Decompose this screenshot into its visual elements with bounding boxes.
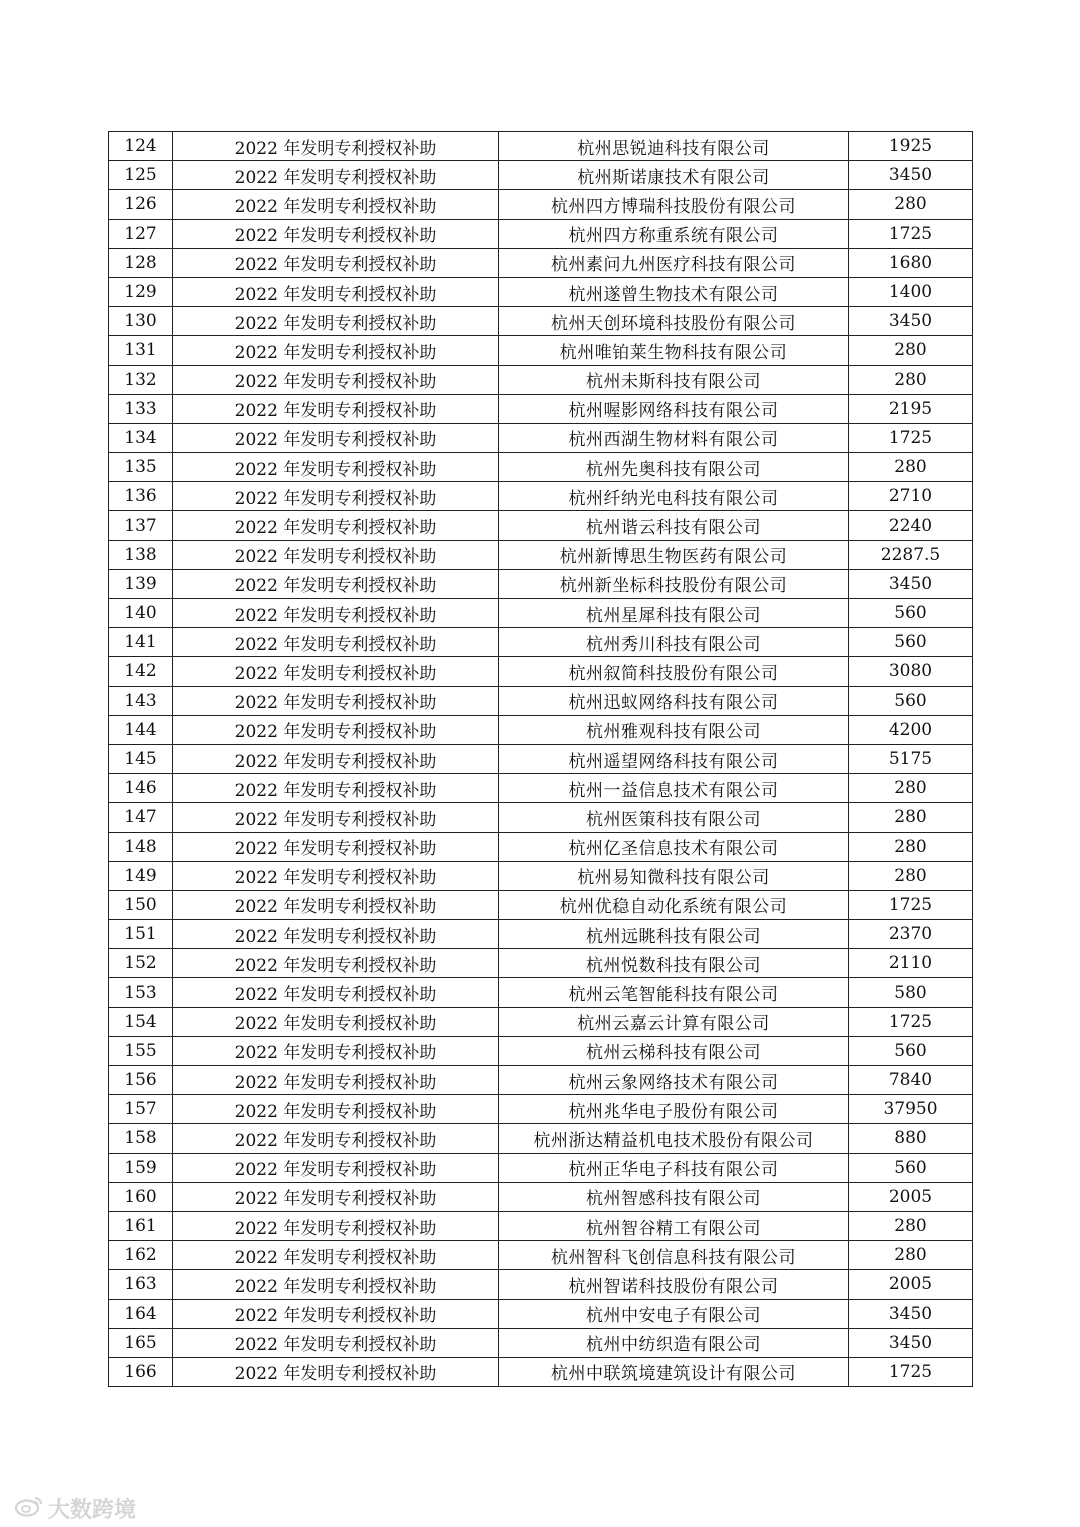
row-number: 127 bbox=[109, 219, 173, 248]
row-number: 160 bbox=[109, 1182, 173, 1211]
subsidy-item: 2022 年发明专利授权补助 bbox=[173, 336, 499, 365]
subsidy-amount: 560 bbox=[849, 1036, 973, 1065]
subsidy-item: 2022 年发明专利授权补助 bbox=[173, 744, 499, 773]
subsidy-amount: 1925 bbox=[849, 132, 973, 161]
subsidy-item: 2022 年发明专利授权补助 bbox=[173, 248, 499, 277]
subsidy-amount: 2110 bbox=[849, 949, 973, 978]
table-row bbox=[109, 1299, 973, 1328]
row-number: 141 bbox=[109, 628, 173, 657]
company-name: 杭州斯诺康技术有限公司 bbox=[499, 161, 849, 190]
table-row bbox=[109, 832, 973, 861]
subsidy-amount: 2005 bbox=[849, 1270, 973, 1299]
subsidy-table bbox=[108, 131, 973, 1387]
table-row bbox=[109, 920, 973, 949]
subsidy-amount: 3450 bbox=[849, 1299, 973, 1328]
subsidy-item: 2022 年发明专利授权补助 bbox=[173, 832, 499, 861]
company-name: 杭州未斯科技有限公司 bbox=[499, 365, 849, 394]
company-name: 杭州云笔智能科技有限公司 bbox=[499, 978, 849, 1007]
company-name: 杭州智感科技有限公司 bbox=[499, 1182, 849, 1211]
subsidy-amount: 280 bbox=[849, 1241, 973, 1270]
row-number: 137 bbox=[109, 511, 173, 540]
table-row bbox=[109, 277, 973, 306]
subsidy-amount: 7840 bbox=[849, 1066, 973, 1095]
subsidy-amount: 880 bbox=[849, 1124, 973, 1153]
row-number: 143 bbox=[109, 686, 173, 715]
subsidy-item: 2022 年发明专利授权补助 bbox=[173, 1182, 499, 1211]
table-row bbox=[109, 1357, 973, 1386]
table-row bbox=[109, 1007, 973, 1036]
table-row bbox=[109, 394, 973, 423]
table-row bbox=[109, 161, 973, 190]
table-row bbox=[109, 1036, 973, 1065]
company-name: 杭州云象网络技术有限公司 bbox=[499, 1066, 849, 1095]
subsidy-amount: 580 bbox=[849, 978, 973, 1007]
subsidy-amount: 280 bbox=[849, 190, 973, 219]
subsidy-item: 2022 年发明专利授权补助 bbox=[173, 890, 499, 919]
subsidy-amount: 560 bbox=[849, 599, 973, 628]
subsidy-item: 2022 年发明专利授权补助 bbox=[173, 1066, 499, 1095]
row-number: 150 bbox=[109, 890, 173, 919]
company-name: 杭州智诺科技股份有限公司 bbox=[499, 1270, 849, 1299]
subsidy-item: 2022 年发明专利授权补助 bbox=[173, 599, 499, 628]
subsidy-amount: 1725 bbox=[849, 1007, 973, 1036]
subsidy-item: 2022 年发明专利授权补助 bbox=[173, 1328, 499, 1357]
table-row bbox=[109, 453, 973, 482]
company-name: 杭州云梯科技有限公司 bbox=[499, 1036, 849, 1065]
row-number: 157 bbox=[109, 1095, 173, 1124]
subsidy-item: 2022 年发明专利授权补助 bbox=[173, 715, 499, 744]
company-name: 杭州正华电子科技有限公司 bbox=[499, 1153, 849, 1182]
subsidy-amount: 280 bbox=[849, 774, 973, 803]
subsidy-amount: 3450 bbox=[849, 307, 973, 336]
subsidy-amount: 1400 bbox=[849, 277, 973, 306]
table-row bbox=[109, 744, 973, 773]
company-name: 杭州新坐标科技股份有限公司 bbox=[499, 569, 849, 598]
table-row bbox=[109, 657, 973, 686]
company-name: 杭州谐云科技有限公司 bbox=[499, 511, 849, 540]
subsidy-amount: 280 bbox=[849, 832, 973, 861]
company-name: 杭州叙简科技股份有限公司 bbox=[499, 657, 849, 686]
company-name: 杭州兆华电子股份有限公司 bbox=[499, 1095, 849, 1124]
subsidy-amount: 280 bbox=[849, 336, 973, 365]
company-name: 杭州雅观科技有限公司 bbox=[499, 715, 849, 744]
company-name: 杭州纤纳光电科技有限公司 bbox=[499, 482, 849, 511]
subsidy-amount: 280 bbox=[849, 803, 973, 832]
table-row bbox=[109, 1211, 973, 1240]
subsidy-amount: 1725 bbox=[849, 423, 973, 452]
subsidy-amount: 4200 bbox=[849, 715, 973, 744]
subsidy-item: 2022 年发明专利授权补助 bbox=[173, 1270, 499, 1299]
subsidy-item: 2022 年发明专利授权补助 bbox=[173, 1299, 499, 1328]
subsidy-amount: 37950 bbox=[849, 1095, 973, 1124]
company-name: 杭州中安电子有限公司 bbox=[499, 1299, 849, 1328]
table-row bbox=[109, 1270, 973, 1299]
table-row bbox=[109, 190, 973, 219]
row-number: 142 bbox=[109, 657, 173, 686]
company-name: 杭州智谷精工有限公司 bbox=[499, 1211, 849, 1240]
row-number: 159 bbox=[109, 1153, 173, 1182]
row-number: 164 bbox=[109, 1299, 173, 1328]
subsidy-amount: 2195 bbox=[849, 394, 973, 423]
watermark-text: 大数跨境 bbox=[48, 1498, 137, 1523]
row-number: 151 bbox=[109, 920, 173, 949]
company-name: 杭州智科飞创信息科技有限公司 bbox=[499, 1241, 849, 1270]
subsidy-item: 2022 年发明专利授权补助 bbox=[173, 1241, 499, 1270]
company-name: 杭州西湖生物材料有限公司 bbox=[499, 423, 849, 452]
table-row bbox=[109, 1182, 973, 1211]
company-name: 杭州遂曾生物技术有限公司 bbox=[499, 277, 849, 306]
row-number: 132 bbox=[109, 365, 173, 394]
subsidy-table-body bbox=[109, 132, 973, 1387]
company-name: 杭州喔影网络科技有限公司 bbox=[499, 394, 849, 423]
row-number: 166 bbox=[109, 1357, 173, 1386]
company-name: 杭州四方称重系统有限公司 bbox=[499, 219, 849, 248]
row-number: 149 bbox=[109, 861, 173, 890]
table-row bbox=[109, 336, 973, 365]
row-number: 147 bbox=[109, 803, 173, 832]
subsidy-item: 2022 年发明专利授权补助 bbox=[173, 949, 499, 978]
row-number: 128 bbox=[109, 248, 173, 277]
company-name: 杭州新博思生物医药有限公司 bbox=[499, 540, 849, 569]
row-number: 161 bbox=[109, 1211, 173, 1240]
weibo-logo-icon bbox=[14, 1495, 44, 1523]
table-row bbox=[109, 628, 973, 657]
subsidy-item: 2022 年发明专利授权补助 bbox=[173, 190, 499, 219]
company-name: 杭州医策科技有限公司 bbox=[499, 803, 849, 832]
row-number: 156 bbox=[109, 1066, 173, 1095]
table-row bbox=[109, 1066, 973, 1095]
subsidy-amount: 1725 bbox=[849, 1357, 973, 1386]
company-name: 杭州一益信息技术有限公司 bbox=[499, 774, 849, 803]
subsidy-amount: 3450 bbox=[849, 1328, 973, 1357]
row-number: 124 bbox=[109, 132, 173, 161]
subsidy-item: 2022 年发明专利授权补助 bbox=[173, 540, 499, 569]
subsidy-item: 2022 年发明专利授权补助 bbox=[173, 219, 499, 248]
subsidy-amount: 3080 bbox=[849, 657, 973, 686]
company-name: 杭州星犀科技有限公司 bbox=[499, 599, 849, 628]
watermark bbox=[14, 1493, 136, 1524]
subsidy-item: 2022 年发明专利授权补助 bbox=[173, 686, 499, 715]
subsidy-item: 2022 年发明专利授权补助 bbox=[173, 861, 499, 890]
row-number: 139 bbox=[109, 569, 173, 598]
table-row bbox=[109, 1241, 973, 1270]
company-name: 杭州易知微科技有限公司 bbox=[499, 861, 849, 890]
subsidy-item: 2022 年发明专利授权补助 bbox=[173, 1095, 499, 1124]
row-number: 145 bbox=[109, 744, 173, 773]
table-row bbox=[109, 540, 973, 569]
company-name: 杭州中纺织造有限公司 bbox=[499, 1328, 849, 1357]
table-row bbox=[109, 365, 973, 394]
table-row bbox=[109, 599, 973, 628]
table-row bbox=[109, 1153, 973, 1182]
subsidy-item: 2022 年发明专利授权补助 bbox=[173, 1036, 499, 1065]
company-name: 杭州天创环境科技股份有限公司 bbox=[499, 307, 849, 336]
company-name: 杭州悦数科技有限公司 bbox=[499, 949, 849, 978]
company-name: 杭州先奥科技有限公司 bbox=[499, 453, 849, 482]
subsidy-amount: 1680 bbox=[849, 248, 973, 277]
subsidy-amount: 560 bbox=[849, 686, 973, 715]
subsidy-amount: 2005 bbox=[849, 1182, 973, 1211]
subsidy-item: 2022 年发明专利授权补助 bbox=[173, 1124, 499, 1153]
table-row bbox=[109, 686, 973, 715]
company-name: 杭州唯铂莱生物科技有限公司 bbox=[499, 336, 849, 365]
company-name: 杭州亿圣信息技术有限公司 bbox=[499, 832, 849, 861]
subsidy-item: 2022 年发明专利授权补助 bbox=[173, 1153, 499, 1182]
subsidy-amount: 2370 bbox=[849, 920, 973, 949]
table-row bbox=[109, 803, 973, 832]
company-name: 杭州四方博瑞科技股份有限公司 bbox=[499, 190, 849, 219]
subsidy-amount: 280 bbox=[849, 861, 973, 890]
subsidy-item: 2022 年发明专利授权补助 bbox=[173, 394, 499, 423]
table-row bbox=[109, 1124, 973, 1153]
table-row bbox=[109, 482, 973, 511]
table-row bbox=[109, 890, 973, 919]
table-row bbox=[109, 132, 973, 161]
row-number: 153 bbox=[109, 978, 173, 1007]
subsidy-item: 2022 年发明专利授权补助 bbox=[173, 482, 499, 511]
subsidy-amount: 280 bbox=[849, 1211, 973, 1240]
company-name: 杭州思锐迪科技有限公司 bbox=[499, 132, 849, 161]
subsidy-amount: 560 bbox=[849, 1153, 973, 1182]
row-number: 144 bbox=[109, 715, 173, 744]
subsidy-item: 2022 年发明专利授权补助 bbox=[173, 423, 499, 452]
row-number: 162 bbox=[109, 1241, 173, 1270]
row-number: 154 bbox=[109, 1007, 173, 1036]
subsidy-amount: 280 bbox=[849, 365, 973, 394]
row-number: 163 bbox=[109, 1270, 173, 1299]
subsidy-item: 2022 年发明专利授权补助 bbox=[173, 511, 499, 540]
subsidy-amount: 3450 bbox=[849, 569, 973, 598]
subsidy-item: 2022 年发明专利授权补助 bbox=[173, 1211, 499, 1240]
company-name: 杭州迅蚁网络科技有限公司 bbox=[499, 686, 849, 715]
subsidy-amount: 1725 bbox=[849, 219, 973, 248]
row-number: 148 bbox=[109, 832, 173, 861]
row-number: 133 bbox=[109, 394, 173, 423]
table-row bbox=[109, 978, 973, 1007]
row-number: 130 bbox=[109, 307, 173, 336]
subsidy-amount: 2240 bbox=[849, 511, 973, 540]
company-name: 杭州中联筑境建筑设计有限公司 bbox=[499, 1357, 849, 1386]
row-number: 158 bbox=[109, 1124, 173, 1153]
subsidy-item: 2022 年发明专利授权补助 bbox=[173, 803, 499, 832]
company-name: 杭州云嘉云计算有限公司 bbox=[499, 1007, 849, 1036]
table-row bbox=[109, 1095, 973, 1124]
table-row bbox=[109, 307, 973, 336]
company-name: 杭州素问九州医疗科技有限公司 bbox=[499, 248, 849, 277]
table-row bbox=[109, 949, 973, 978]
row-number: 136 bbox=[109, 482, 173, 511]
subsidy-item: 2022 年发明专利授权补助 bbox=[173, 132, 499, 161]
subsidy-item: 2022 年发明专利授权补助 bbox=[173, 277, 499, 306]
subsidy-amount: 560 bbox=[849, 628, 973, 657]
row-number: 165 bbox=[109, 1328, 173, 1357]
row-number: 134 bbox=[109, 423, 173, 452]
row-number: 126 bbox=[109, 190, 173, 219]
row-number: 146 bbox=[109, 774, 173, 803]
row-number: 131 bbox=[109, 336, 173, 365]
company-name: 杭州浙达精益机电技术股份有限公司 bbox=[499, 1124, 849, 1153]
row-number: 138 bbox=[109, 540, 173, 569]
subsidy-item: 2022 年发明专利授权补助 bbox=[173, 307, 499, 336]
table-row bbox=[109, 715, 973, 744]
subsidy-item: 2022 年发明专利授权补助 bbox=[173, 920, 499, 949]
subsidy-item: 2022 年发明专利授权补助 bbox=[173, 569, 499, 598]
table-row bbox=[109, 219, 973, 248]
subsidy-amount: 2710 bbox=[849, 482, 973, 511]
table-row bbox=[109, 569, 973, 598]
company-name: 杭州遥望网络科技有限公司 bbox=[499, 744, 849, 773]
subsidy-item: 2022 年发明专利授权补助 bbox=[173, 1357, 499, 1386]
subsidy-item: 2022 年发明专利授权补助 bbox=[173, 774, 499, 803]
subsidy-table-container bbox=[108, 131, 972, 1387]
row-number: 140 bbox=[109, 599, 173, 628]
table-row bbox=[109, 1328, 973, 1357]
company-name: 杭州优稳自动化系统有限公司 bbox=[499, 890, 849, 919]
row-number: 135 bbox=[109, 453, 173, 482]
subsidy-item: 2022 年发明专利授权补助 bbox=[173, 161, 499, 190]
row-number: 129 bbox=[109, 277, 173, 306]
subsidy-amount: 3450 bbox=[849, 161, 973, 190]
subsidy-item: 2022 年发明专利授权补助 bbox=[173, 657, 499, 686]
table-row bbox=[109, 248, 973, 277]
subsidy-amount: 1725 bbox=[849, 890, 973, 919]
subsidy-item: 2022 年发明专利授权补助 bbox=[173, 978, 499, 1007]
table-row bbox=[109, 423, 973, 452]
table-row bbox=[109, 774, 973, 803]
table-row bbox=[109, 511, 973, 540]
subsidy-amount: 5175 bbox=[849, 744, 973, 773]
company-name: 杭州秀川科技有限公司 bbox=[499, 628, 849, 657]
subsidy-item: 2022 年发明专利授权补助 bbox=[173, 1007, 499, 1036]
subsidy-amount: 2287.5 bbox=[849, 540, 973, 569]
row-number: 152 bbox=[109, 949, 173, 978]
row-number: 155 bbox=[109, 1036, 173, 1065]
subsidy-item: 2022 年发明专利授权补助 bbox=[173, 628, 499, 657]
subsidy-item: 2022 年发明专利授权补助 bbox=[173, 365, 499, 394]
table-row bbox=[109, 861, 973, 890]
subsidy-amount: 280 bbox=[849, 453, 973, 482]
company-name: 杭州远眺科技有限公司 bbox=[499, 920, 849, 949]
subsidy-item: 2022 年发明专利授权补助 bbox=[173, 453, 499, 482]
row-number: 125 bbox=[109, 161, 173, 190]
